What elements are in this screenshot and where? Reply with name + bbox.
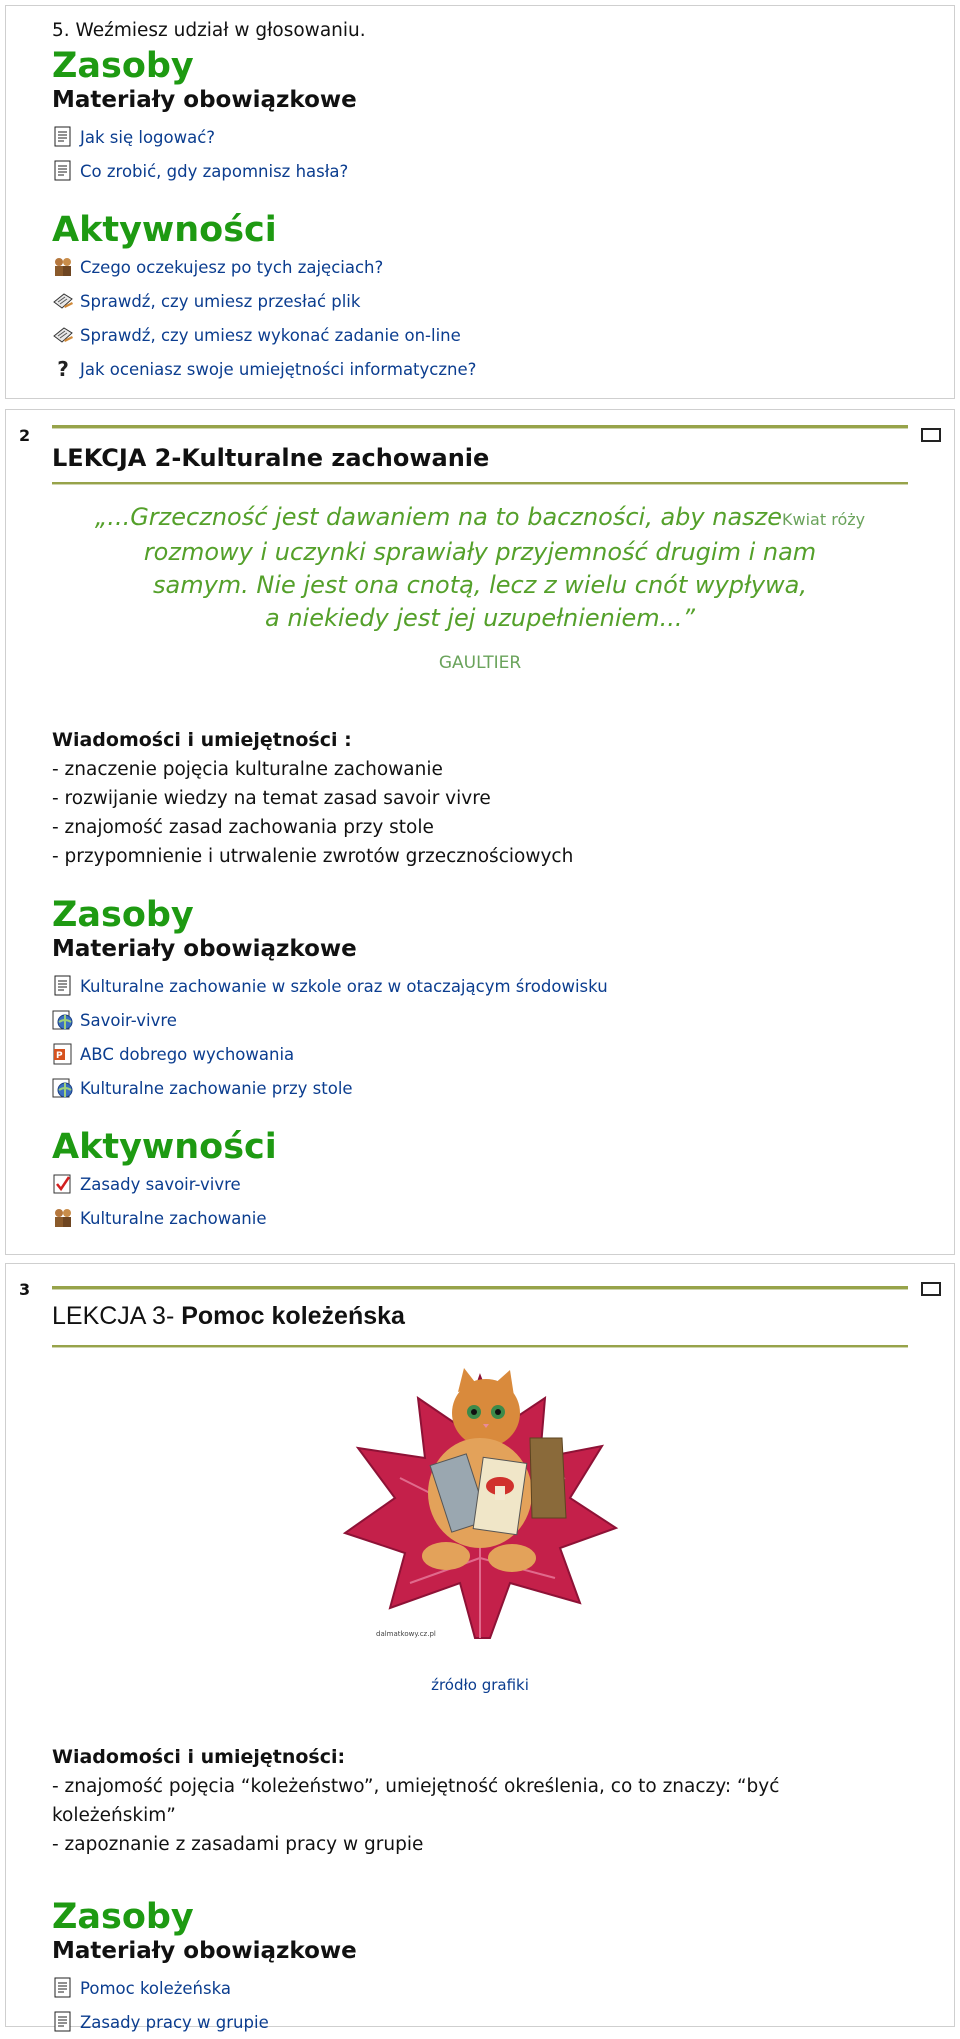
required-materials-heading: Materiały obowiązkowe [52,87,357,114]
quote-line: „...Grzeczność jest dawaniem na to baczności, aby nasze [94,503,783,531]
document-icon [52,975,74,997]
section-2 [5,409,955,1255]
resource-label[interactable]: Savoir-vivre [80,1010,177,1030]
skills-heading: Wiadomości i umiejętności : [52,729,352,751]
skills-heading: Wiadomości i umiejętności: [52,1746,346,1768]
activity-link-upload-file[interactable] [52,284,908,318]
resource-link-school-behaviour[interactable] [52,969,908,1003]
top-rule [52,1286,908,1290]
resource-link-abc-manners[interactable] [52,1037,908,1071]
quote [52,501,908,635]
assignment-icon [52,290,74,312]
required-materials-heading: Materiały obowiązkowe [52,936,357,963]
title-rule [52,1345,908,1348]
top-rule [52,425,908,429]
web-page-icon [52,1077,74,1099]
resource-label[interactable]: Co zrobić, gdy zapomnisz hasła? [80,161,349,181]
powerpoint-icon [52,1043,74,1065]
activity-label[interactable]: Sprawdź, czy umiesz wykonać zadanie on-line [80,325,461,345]
resource-link-group-work-rules[interactable] [52,2005,908,2039]
document-icon [52,2011,74,2033]
activity-link-online-task[interactable] [52,318,908,352]
skill-item: - znaczenie pojęcia kulturalne zachowanie [52,759,443,780]
title-rule [52,482,908,485]
assignment-icon [52,324,74,346]
resource-label[interactable]: Jak się logować? [80,127,216,147]
required-materials-heading: Materiały obowiązkowe [52,1938,357,1965]
activity-label[interactable]: Czego oczekujesz po tych zajęciach? [80,257,384,277]
kitten-image [340,1368,620,1658]
resource-link-login[interactable] [52,120,908,154]
lesson-title: LEKCJA 2-Kulturalne zachowanie [52,444,490,472]
web-page-icon [52,1009,74,1031]
skill-item: koleżeńskim” [52,1805,176,1826]
highlight-checkbox[interactable] [921,1282,941,1296]
people-icon [52,1207,74,1229]
rose-image-alt: Kwiat róży [782,510,866,529]
resource-list [52,120,908,188]
lesson-title-prefix: LEKCJA 3- [52,1302,182,1330]
resources-heading: Zasoby [52,1897,194,1937]
activity-link-savoir-vivre-quiz[interactable] [52,1167,908,1201]
lesson-title [52,1302,908,1331]
quote-line: a niekiedy jest jej uzupełnieniem...” [265,604,695,632]
section-3 [5,1263,955,2032]
section-number: 2 [19,426,31,445]
people-icon [52,256,74,278]
resource-link-peer-help[interactable] [52,1971,908,2005]
resources-heading: Zasoby [52,895,194,935]
skill-item: - przypomnienie i utrwalenie zwrotów grzecznościowych [52,846,574,867]
activity-link-it-skills-survey[interactable] [52,352,908,386]
resource-link-forgot-password[interactable] [52,154,908,188]
question-icon: ? [57,357,69,382]
skill-item: - zapoznanie z zasadami pracy w grupie [52,1834,424,1855]
resource-label[interactable]: Pomoc koleżeńska [80,1978,231,1998]
resource-label[interactable]: Kulturalne zachowanie przy stole [80,1078,353,1098]
activities-heading: Aktywności [52,210,277,251]
activity-label[interactable]: Jak oceniasz swoje umiejętności informatyczne? [80,359,477,379]
intro-line: 5. Weźmiesz udział w głosowaniu. [52,20,366,41]
activity-list [52,1167,908,1235]
svg-text:P: P [56,1051,63,1062]
resource-list [52,969,908,1105]
resource-label[interactable]: Kulturalne zachowanie w szkole oraz w otaczającym środowisku [80,976,608,996]
quote-line: samym. Nie jest ona cnotą, lecz z wielu cnót wypływa, [152,571,808,599]
resource-link-table-manners[interactable] [52,1071,908,1105]
resources-heading: Zasoby [52,46,194,86]
skill-item: - rozwijanie wiedzy na temat zasad savoir vivre [52,788,491,809]
activity-link-behaviour-choice[interactable] [52,1201,908,1235]
lesson-title-bold: Pomoc koleżeńska [181,1302,405,1330]
resource-label[interactable]: Zasady pracy w grupie [80,2012,269,2032]
image-watermark: dalmatkowy.cz.pl [376,1630,436,1638]
quiz-icon [52,1173,74,1195]
document-icon [52,126,74,148]
activity-label[interactable]: Sprawdź, czy umiesz przesłać plik [80,291,361,311]
skill-item: - znajomość pojęcia “koleżeństwo”, umiejętność określenia, co to znaczy: “być [52,1776,780,1797]
document-icon [52,1977,74,1999]
image-source-link[interactable]: źródło grafiki [431,1676,529,1694]
activity-label[interactable]: Kulturalne zachowanie [80,1208,267,1228]
activity-link-expectations[interactable] [52,250,908,284]
section-number: 3 [19,1280,31,1299]
resource-label[interactable]: ABC dobrego wychowania [80,1044,295,1064]
resource-link-savoir-vivre[interactable] [52,1003,908,1037]
resource-list [52,1971,908,2039]
activity-list [52,250,908,386]
skill-item: - znajomość zasad zachowania przy stole [52,817,434,838]
activities-heading: Aktywności [52,1127,277,1168]
quote-author: GAULTIER [438,653,522,673]
section-1 [5,5,955,399]
activity-label[interactable]: Zasady savoir-vivre [80,1174,241,1194]
document-icon [52,160,74,182]
highlight-checkbox[interactable] [921,428,941,442]
quote-line: rozmowy i uczynki sprawiały przyjemność drugim i nam [143,538,817,566]
